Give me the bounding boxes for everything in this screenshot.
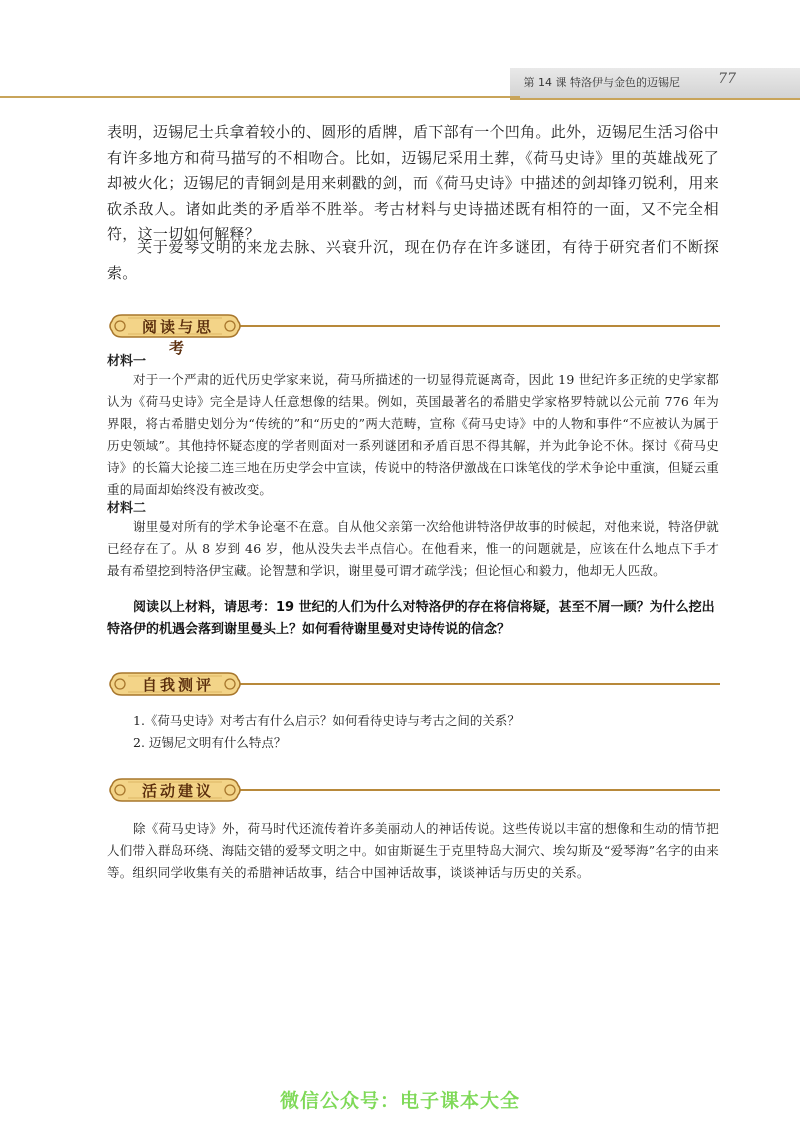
reading-banner: [108, 312, 720, 357]
activity-text: 除《荷马史诗》外，荷马时代还流传着许多美丽动人的神话传说。这些传说以丰富的想像和生动的情节把人们带入群岛环绕、海陆交错的爱琴文明之中。如宙斯诞生于克里特岛大洞穴、埃勾斯及“爱琴海”名字的由来等。组织同学收集有关的希腊神话故事，结合中国神话故事，谈谈神话与历史的关系。: [107, 821, 719, 880]
activity-banner-label: 活动建议: [141, 782, 214, 800]
lesson-title: 第 14 课 特洛伊与金色的迈锡尼: [523, 76, 680, 89]
self-test-item-1: 1.《荷马史诗》对考古有什么启示？如何看待史诗与考古之间的关系？: [133, 713, 520, 728]
page-number: 77: [718, 71, 736, 87]
material-2-title: 材料二: [107, 501, 147, 516]
page-header: [0, 0, 800, 98]
self-test-item-2: 2. 迈锡尼文明有什么特点？: [133, 735, 287, 750]
watermark: 微信公众号：电子课本大全: [279, 1090, 520, 1112]
header-rule: [0, 96, 520, 98]
material-2-text: 谢里曼对所有的学术争论毫不在意。自从他父亲第一次给他讲特洛伊故事的时候起，对他来说，特洛伊就已经存在了。从 8 岁到 46 岁，他从没失去半点信心。在他看来，惟一的问题就是，应该在什么地点下手才最有希望挖到特洛伊宝藏。论智慧和学识，谢里曼可谓才疏学浅；但论恒心和毅力，他却无人匹敌。: [107, 519, 719, 578]
reading-banner-label: 阅读与思考: [141, 318, 214, 357]
intro-paragraph-1: 表明，迈锡尼士兵拿着较小的、圆形的盾牌，盾下部有一个凹角。此外，迈锡尼生活习俗中有许多地方和荷马描写的不相吻合。比如，迈锡尼采用土葬，《荷马史诗》里的英雄战死了却被火化；迈锡尼的青铜剑是用来刺戳的剑，而《荷马史诗》中描述的剑却锋刃锐利，用来砍杀敌人。诸如此类的矛盾举不胜举。考古材料与史诗描述既有相符的一面，又不完全相符，这一切如何解释？: [107, 123, 720, 243]
banner-rule: [228, 325, 720, 327]
self-test-banner: [108, 670, 720, 698]
banner-rule: [228, 789, 720, 791]
intro-paragraph-2: 关于爱琴文明的来龙去脉、兴衰升沉，现在仍存在许多谜团，有待于研究者们不断探索。: [107, 238, 719, 282]
activity-banner: [108, 776, 720, 804]
reading-question: 阅读以上材料，请思考：19 世纪的人们为什么对特洛伊的存在将信将疑，甚至不屑一顾？为什么挖出特洛伊的机遇会落到谢里曼头上？如何看待谢里曼对史诗传说的信念？: [107, 600, 715, 637]
self-test-banner-label: 自我测评: [141, 676, 214, 694]
material-1-text: 对于一个严肃的近代历史学家来说，荷马所描述的一切显得荒诞离奇，因此 19 世纪许多正统的史学家都认为《荷马史诗》完全是诗人任意想像的结果。例如，英国最著名的希腊史学家格罗特就以公元前 776 年为界限，将古希腊史划分为“传统的”和“历史的”两大范畴，宣称《荷马史诗》中的人物和事件“不应被认为属于历史领域”。其他持怀疑态度的学者则面对一系列谜团和矛盾百思不得其解，并为此争论不休。探讨《荷马史诗》的长篇大论接二连三地在历史学会中宣读，传说中的特洛伊激战在口诛笔伐的学术争论中重演，但疑云重重的局面却始终没有被改变。: [107, 372, 719, 497]
material-1-title: 材料一: [107, 354, 147, 369]
banner-rule: [228, 683, 720, 685]
